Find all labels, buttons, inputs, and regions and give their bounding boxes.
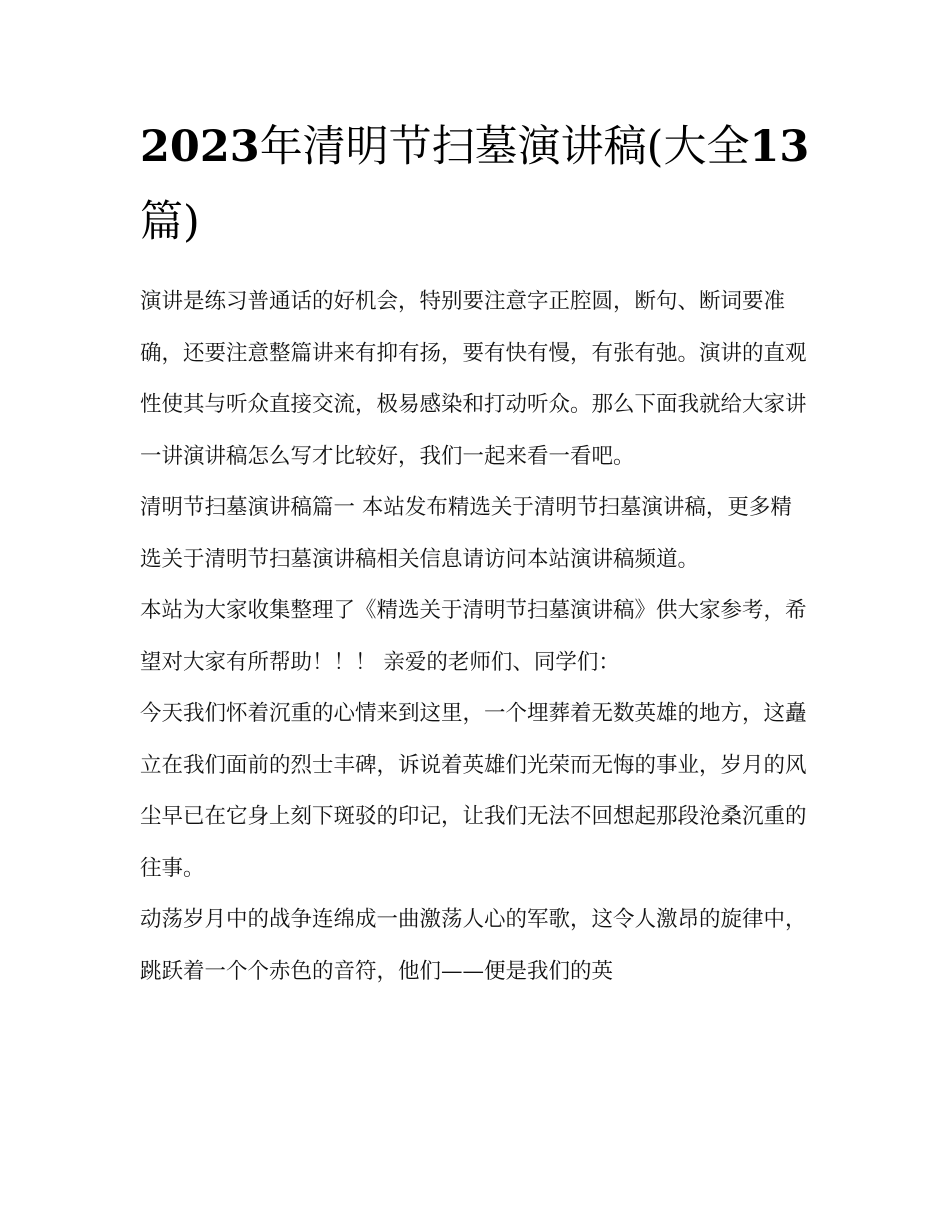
title-suffix: 篇): [140, 197, 200, 247]
page-title: [140, 110, 812, 260]
paragraph-war-years: 动荡岁月中的战争连绵成一曲激荡人心的军歌，这令人激昂的旋律中，跳跃着一个个赤色的音符，他们——便是我们的英: [140, 907, 807, 984]
paragraph-memorial: 今天我们怀着沉重的心情来到这里，一个埋葬着无数英雄的地方，这矗立在我们面前的烈士丰碑，诉说着英雄们光荣而无悔的事业，岁月的风尘早已在它身上刻下斑驳的印记，让我们无法不回想起那段沧桑沉重的往事。: [140, 701, 807, 881]
paragraph-collection-note: 本站为大家收集整理了《精选关于清明节扫墓演讲稿》供大家参考，希望对大家有所帮助！！！ 亲爱的老师们、同学们：: [140, 598, 807, 675]
paragraph-intro: 演讲是练习普通话的好机会，特别要注意字正腔圆，断句、断词要准确，还要注意整篇讲来有抑有扬，要有快有慢，有张有弛。演讲的直观性使其与听众直接交流，极易感染和打动听众。那么下面我就给大家讲一讲演讲稿怎么写才比较好，我们一起来看一看吧。: [140, 289, 807, 469]
document-body: [140, 276, 812, 997]
title-count: 13: [749, 122, 810, 172]
paragraph-section-one: 清明节扫墓演讲稿篇一 本站发布精选关于清明节扫墓演讲稿，更多精选关于清明节扫墓演讲稿相关信息请访问本站演讲稿频道。: [140, 495, 792, 572]
document-content: [140, 110, 812, 997]
title-year: 2023: [140, 122, 260, 172]
title-text: 年清明节扫墓演讲稿(大全: [259, 122, 750, 172]
